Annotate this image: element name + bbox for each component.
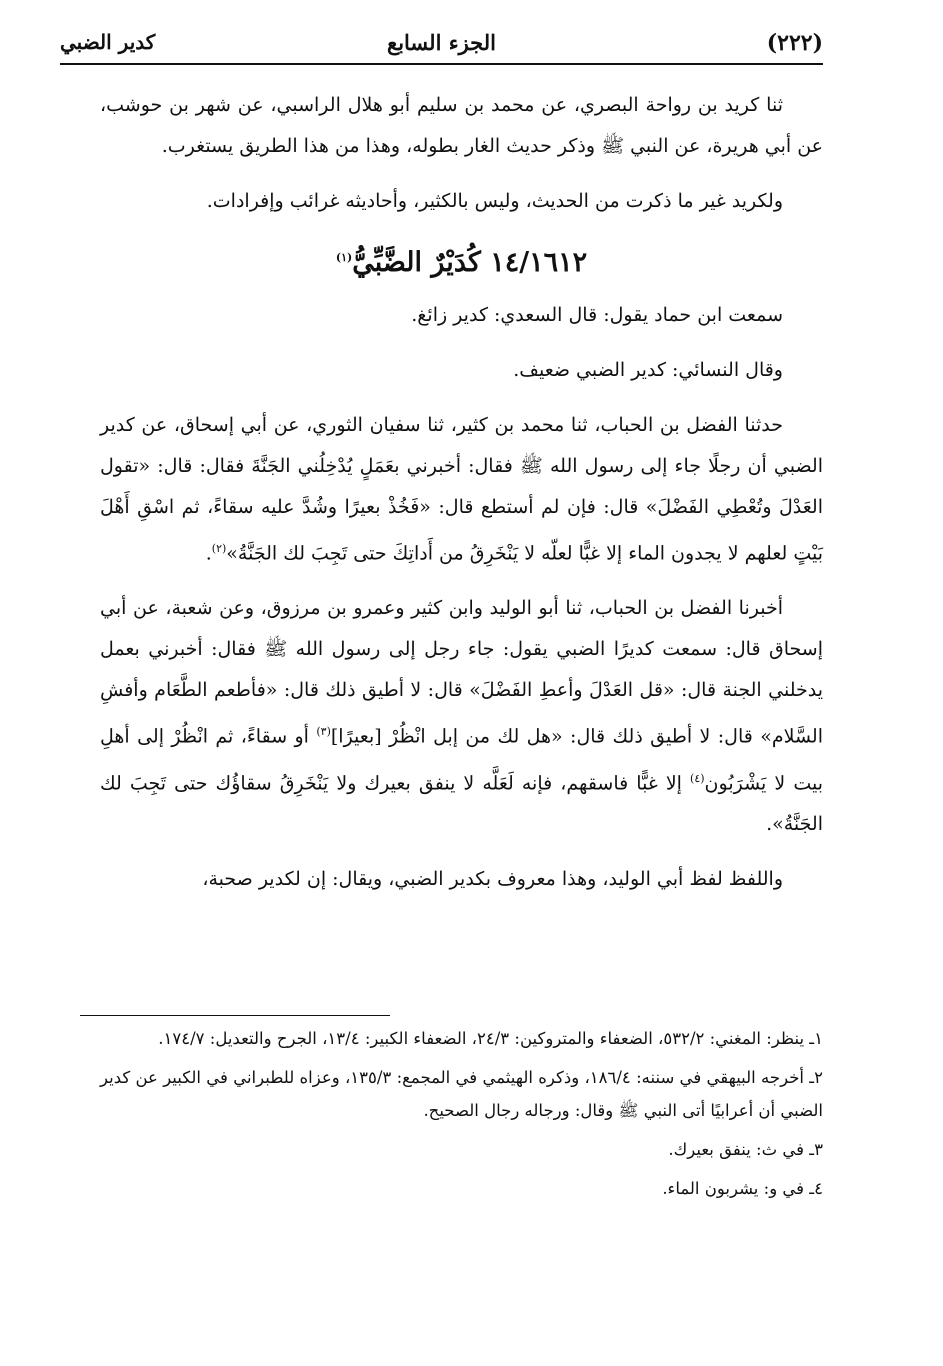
footnotes xyxy=(100,1022,823,1211)
paragraph xyxy=(100,405,823,574)
paragraph-text: حدثنا الفضل بن الحباب، ثنا محمد بن كثير، ثنا سفيان الثوري، عن أبي إسحاق، عن كدير الضبي أن رجلًا جاء إلى رسول الله ﷺ فقال: أخبرني بعَمَلٍ يُدْخِلُني الجَنَّةَ فقال: قال: «تقول العَدْلَ وتُعْطِي الفَضْلَ» قال: فإن لم أستطع قال: «فَخُذْ بعيرًا وشُدَّ عليه سقاءً، ثم اسْقِ أَهْلَ بَيْتٍ لعلهم لا يجدون الماء إلا غبًّا لعلّه لا يَنْخَرِقُ من أَداتِكَ حتى تَجِبَ لك الجَنَّةُ» xyxy=(100,414,823,565)
header-divider xyxy=(60,63,823,65)
main-text xyxy=(100,85,823,914)
footnote-ref: (٢) xyxy=(211,542,227,555)
page-header xyxy=(60,22,823,62)
paragraph xyxy=(100,588,823,845)
paragraph: سمعت ابن حماد يقول: قال السعدي: كدير زائغ. xyxy=(411,304,783,326)
paragraph-text: أو سقاءً، ثم انْظُرْ إلى أهلِ بيت لا يَشْرَبُون xyxy=(100,725,823,794)
paragraph-text: أخبرنا الفضل بن الحباب، ثنا أبو الوليد وابن كثير وعمرو بن مرزوق، وعن شعبة، عن أبي إسحاق قال: سمعت كديرًا الضبي يقول: جاء رجل إلى رسول الله ﷺ فقال: أخبرني بعمل يدخلني الجنة قال: «قل العَدْلَ وأعطِ الفَضْلَ» قال: لا أطيق ذلك قال: «فأطعم الطَّعَام وأفشِ السَّلام» قال: لا أطيق ذلك قال: «هل لك من إبل انْظُرْ [بعيرًا] xyxy=(100,597,823,748)
section-title: الجزء السابع xyxy=(387,30,496,55)
paragraph: ثنا كريد بن رواحة البصري، عن محمد بن سليم أبو هلال الراسبي، عن شهر بن حوشب، عن أبي هريرة، عن النبي ﷺ وذكر حديث الغار بطوله، وهذا من هذا الطريق يستغرب. xyxy=(100,94,823,157)
entry-heading-text: ١٤/١٦١٢ كُدَيْرٌ الضَّبِّيُّ xyxy=(352,247,588,278)
running-entry-name: كدير الضبي xyxy=(60,30,156,54)
footnote-ref: (٣) xyxy=(316,725,331,739)
page-number: (٢٢٢) xyxy=(766,30,823,56)
footnote: ٢ـ أخرجه البيهقي في سننه: ١٨٦/٤، وذكره الهيثمي في المجمع: ١٣٥/٣، وعزاه للطبراني في الكبير عن كدير الضبي أن أعرابيًا أتى النبي ﷺ وقال: ورجاله رجال الصحيح. xyxy=(100,1068,823,1120)
footnote-ref: (١) xyxy=(335,251,353,264)
footnote-divider xyxy=(80,1015,390,1016)
paragraph: وقال النسائي: كدير الضبي ضعيف. xyxy=(513,359,783,381)
footnote: ٤ـ في و: يشربون الماء. xyxy=(662,1179,823,1198)
paragraph-end: . xyxy=(205,542,212,565)
paragraph: ولكريد غير ما ذكرت من الحديث، وليس بالكثير، وأحاديثه غرائب وإفرادات. xyxy=(206,190,783,212)
paragraph: واللفظ لفظ أبي الوليد، وهذا معروف بكدير الضبي، ويقال: إن لكدير صحبة، xyxy=(202,867,783,890)
paragraph-text: إلا غبًّا فاسقهم، فإنه لَعَلَّه لا ينفق بعيرك ولا يَنْخَرِقُ سقاؤُك حتى تَجِبَ لك الجَنَّةُ». xyxy=(100,771,823,835)
footnote: ٣ـ في ث: ينفق بعيرك. xyxy=(668,1140,823,1159)
footnote-ref: (٤) xyxy=(690,771,705,785)
entry-heading xyxy=(100,236,823,285)
footnote: ١ـ ينظر: المغني: ٥٣٢/٢، الضعفاء والمتروكين: ٢٤/٣، الضعفاء الكبير: ١٣/٤، الجرح والتعديل: ١٧٤/٧. xyxy=(158,1029,823,1048)
